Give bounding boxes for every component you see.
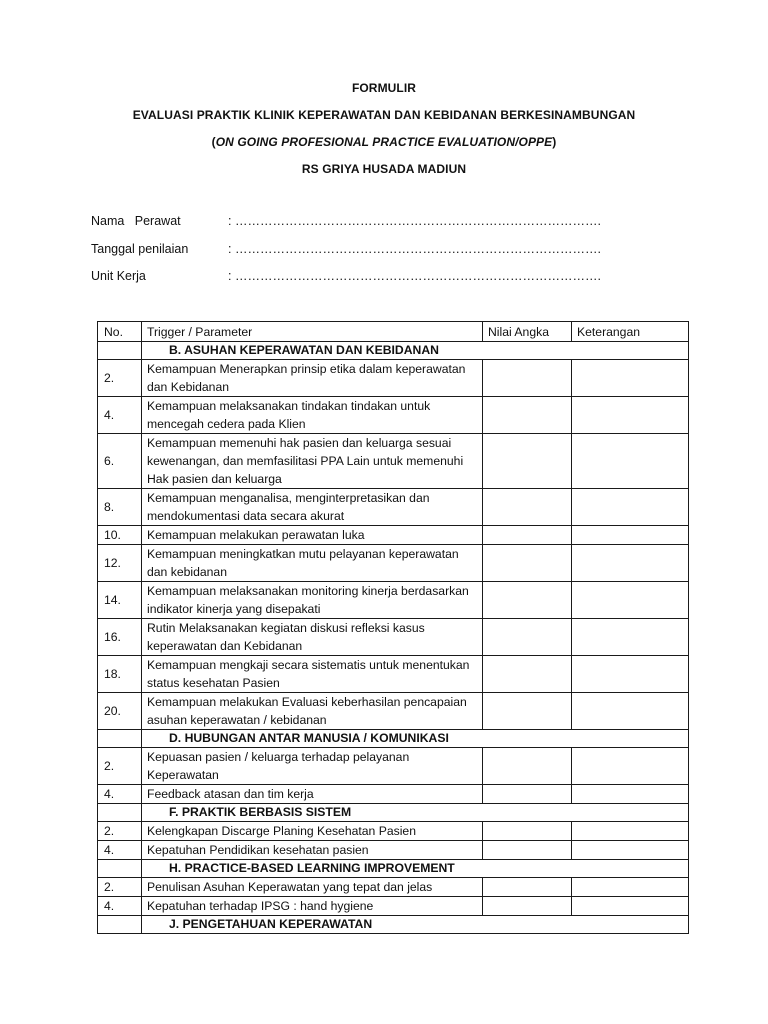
section-no-cell xyxy=(98,860,142,878)
keterangan-cell[interactable] xyxy=(572,526,689,545)
nilai-angka-cell[interactable] xyxy=(483,619,572,656)
row-number: 4. xyxy=(98,397,142,434)
row-number: 10. xyxy=(98,526,142,545)
keterangan-cell[interactable] xyxy=(572,822,689,841)
nilai-angka-cell[interactable] xyxy=(483,656,572,693)
row-parameter: Kelengkapan Discarge Planing Kesehatan Pasien xyxy=(142,822,483,841)
keterangan-cell[interactable] xyxy=(572,545,689,582)
field-tanggal-penilaian[interactable] xyxy=(91,242,601,256)
row-number: 2. xyxy=(98,748,142,785)
table-header-row xyxy=(98,322,689,342)
keterangan-cell[interactable] xyxy=(572,489,689,526)
keterangan-cell[interactable] xyxy=(572,693,689,730)
hospital-name: RS GRIYA HUSADA MADIUN xyxy=(301,162,467,176)
table-row xyxy=(98,360,689,397)
field-nama-perawat[interactable] xyxy=(91,214,601,228)
section-row xyxy=(98,730,689,748)
field-label: Tanggal penilaian xyxy=(91,242,189,256)
row-parameter: Kemampuan menganalisa, menginterpretasikan dan mendokumentasi data secara akurat xyxy=(142,489,483,526)
field-value: : ……………………………………………………………………………. xyxy=(228,214,601,228)
row-number: 2. xyxy=(98,822,142,841)
row-parameter: Kemampuan melaksanakan tindakan tindakan untuk mencegah cedera pada Klien xyxy=(142,397,483,434)
field-value: : ……………………………………………………………………………. xyxy=(228,269,601,283)
keterangan-cell[interactable] xyxy=(572,619,689,656)
section-title: B. ASUHAN KEPERAWATAN DAN KEBIDANAN xyxy=(169,343,439,357)
row-number: 14. xyxy=(98,582,142,619)
row-parameter: Kemampuan memenuhi hak pasien dan keluarga sesuai kewenangan, dan memfasilitasi PPA Lain untuk memenuhi Hak pasien dan keluarga xyxy=(142,434,483,489)
col-header-nilai: Nilai Angka xyxy=(483,322,572,342)
row-parameter: Kepatuhan terhadap IPSG : hand hygiene xyxy=(142,897,483,916)
table-row xyxy=(98,693,689,730)
keterangan-cell[interactable] xyxy=(572,582,689,619)
section-row xyxy=(98,860,689,878)
table-row xyxy=(98,897,689,916)
field-label: Unit Kerja xyxy=(91,269,146,283)
row-number: 4. xyxy=(98,897,142,916)
section-title: F. PRAKTIK BERBASIS SISTEM xyxy=(169,805,352,819)
nilai-angka-cell[interactable] xyxy=(483,397,572,434)
nilai-angka-cell[interactable] xyxy=(483,897,572,916)
row-number: 16. xyxy=(98,619,142,656)
nilai-angka-cell[interactable] xyxy=(483,582,572,619)
section-title: J. PENGETAHUAN KEPERAWATAN xyxy=(169,917,373,931)
keterangan-cell[interactable] xyxy=(572,434,689,489)
nilai-angka-cell[interactable] xyxy=(483,785,572,804)
row-parameter: Kemampuan Menerapkan prinsip etika dalam keperawatan dan Kebidanan xyxy=(142,360,483,397)
field-label: Nama Perawat xyxy=(91,214,181,228)
evaluation-table xyxy=(97,321,689,934)
table-row xyxy=(98,748,689,785)
nilai-angka-cell[interactable] xyxy=(483,489,572,526)
nilai-angka-cell[interactable] xyxy=(483,434,572,489)
row-number: 6. xyxy=(98,434,142,489)
nilai-angka-cell[interactable] xyxy=(483,526,572,545)
table-row xyxy=(98,841,689,860)
row-number: 12. xyxy=(98,545,142,582)
row-parameter: Feedback atasan dan tim kerja xyxy=(142,785,483,804)
row-parameter: Kemampuan melakukan Evaluasi keberhasilan pencapaian asuhan keperawatan / kebidanan xyxy=(142,693,483,730)
row-parameter: Rutin Melaksanakan kegiatan diskusi refleksi kasus keperawatan dan Kebidanan xyxy=(142,619,483,656)
section-row xyxy=(98,342,689,360)
table-row xyxy=(98,397,689,434)
section-row xyxy=(98,916,689,934)
keterangan-cell[interactable] xyxy=(572,360,689,397)
section-no-cell xyxy=(98,804,142,822)
keterangan-cell[interactable] xyxy=(572,878,689,897)
row-parameter: Kepatuhan Pendidikan kesehatan pasien xyxy=(142,841,483,860)
table-row xyxy=(98,582,689,619)
table-row xyxy=(98,489,689,526)
table-row xyxy=(98,822,689,841)
nilai-angka-cell[interactable] xyxy=(483,822,572,841)
section-title: D. HUBUNGAN ANTAR MANUSIA / KOMUNIKASI xyxy=(169,731,449,745)
row-parameter: Kemampuan melaksanakan monitoring kinerja berdasarkan indikator kinerja yang disepakati xyxy=(142,582,483,619)
field-value: : ……………………………………………………………………………. xyxy=(228,242,601,256)
keterangan-cell[interactable] xyxy=(572,397,689,434)
row-number: 4. xyxy=(98,841,142,860)
subtitle-text: ON GOING PROFESIONAL PRACTICE EVALUATION/OPPE xyxy=(215,135,553,149)
col-header-no: No. xyxy=(98,322,142,342)
nilai-angka-cell[interactable] xyxy=(483,748,572,785)
section-no-cell xyxy=(98,916,142,934)
field-unit-kerja[interactable] xyxy=(91,269,601,283)
subtitle-open: ( xyxy=(211,135,216,149)
row-number: 4. xyxy=(98,785,142,804)
row-parameter: Penulisan Asuhan Keperawatan yang tepat dan jelas xyxy=(142,878,483,897)
section-no-cell xyxy=(98,730,142,748)
nilai-angka-cell[interactable] xyxy=(483,545,572,582)
section-title-cell xyxy=(142,916,689,934)
table-row xyxy=(98,878,689,897)
nilai-angka-cell[interactable] xyxy=(483,841,572,860)
row-number: 8. xyxy=(98,489,142,526)
nilai-angka-cell[interactable] xyxy=(483,878,572,897)
row-parameter: Kemampuan melakukan perawatan luka xyxy=(142,526,483,545)
keterangan-cell[interactable] xyxy=(572,748,689,785)
row-number: 20. xyxy=(98,693,142,730)
form-title: EVALUASI PRAKTIK KLINIK KEPERAWATAN DAN KEBIDANAN BERKESINAMBUNGAN xyxy=(132,108,636,122)
col-header-keterangan: Keterangan xyxy=(572,322,689,342)
row-number: 18. xyxy=(98,656,142,693)
table-row xyxy=(98,656,689,693)
form-label: FORMULIR xyxy=(351,81,417,95)
row-parameter: Kepuasan pasien / keluarga terhadap pelayanan Keperawatan xyxy=(142,748,483,785)
nilai-angka-cell[interactable] xyxy=(483,360,572,397)
table-row xyxy=(98,545,689,582)
section-row xyxy=(98,804,689,822)
section-title-cell xyxy=(142,730,689,748)
table-row xyxy=(98,526,689,545)
form-subtitle xyxy=(0,135,768,149)
keterangan-cell[interactable] xyxy=(572,656,689,693)
row-parameter: Kemampuan mengkaji secara sistematis untuk menentukan status kesehatan Pasien xyxy=(142,656,483,693)
section-title-cell xyxy=(142,804,689,822)
section-title: H. PRACTICE-BASED LEARNING IMPROVEMENT xyxy=(169,861,455,875)
table-row xyxy=(98,619,689,656)
col-header-parameter: Trigger / Parameter xyxy=(142,322,483,342)
row-parameter: Kemampuan meningkatkan mutu pelayanan keperawatan dan kebidanan xyxy=(142,545,483,582)
section-title-cell xyxy=(142,342,689,360)
nilai-angka-cell[interactable] xyxy=(483,693,572,730)
subtitle-close: ) xyxy=(552,135,557,149)
row-number: 2. xyxy=(98,360,142,397)
row-number: 2. xyxy=(98,878,142,897)
table-row xyxy=(98,785,689,804)
keterangan-cell[interactable] xyxy=(572,841,689,860)
keterangan-cell[interactable] xyxy=(572,897,689,916)
section-no-cell xyxy=(98,342,142,360)
section-title-cell xyxy=(142,860,689,878)
keterangan-cell[interactable] xyxy=(572,785,689,804)
table-row xyxy=(98,434,689,489)
